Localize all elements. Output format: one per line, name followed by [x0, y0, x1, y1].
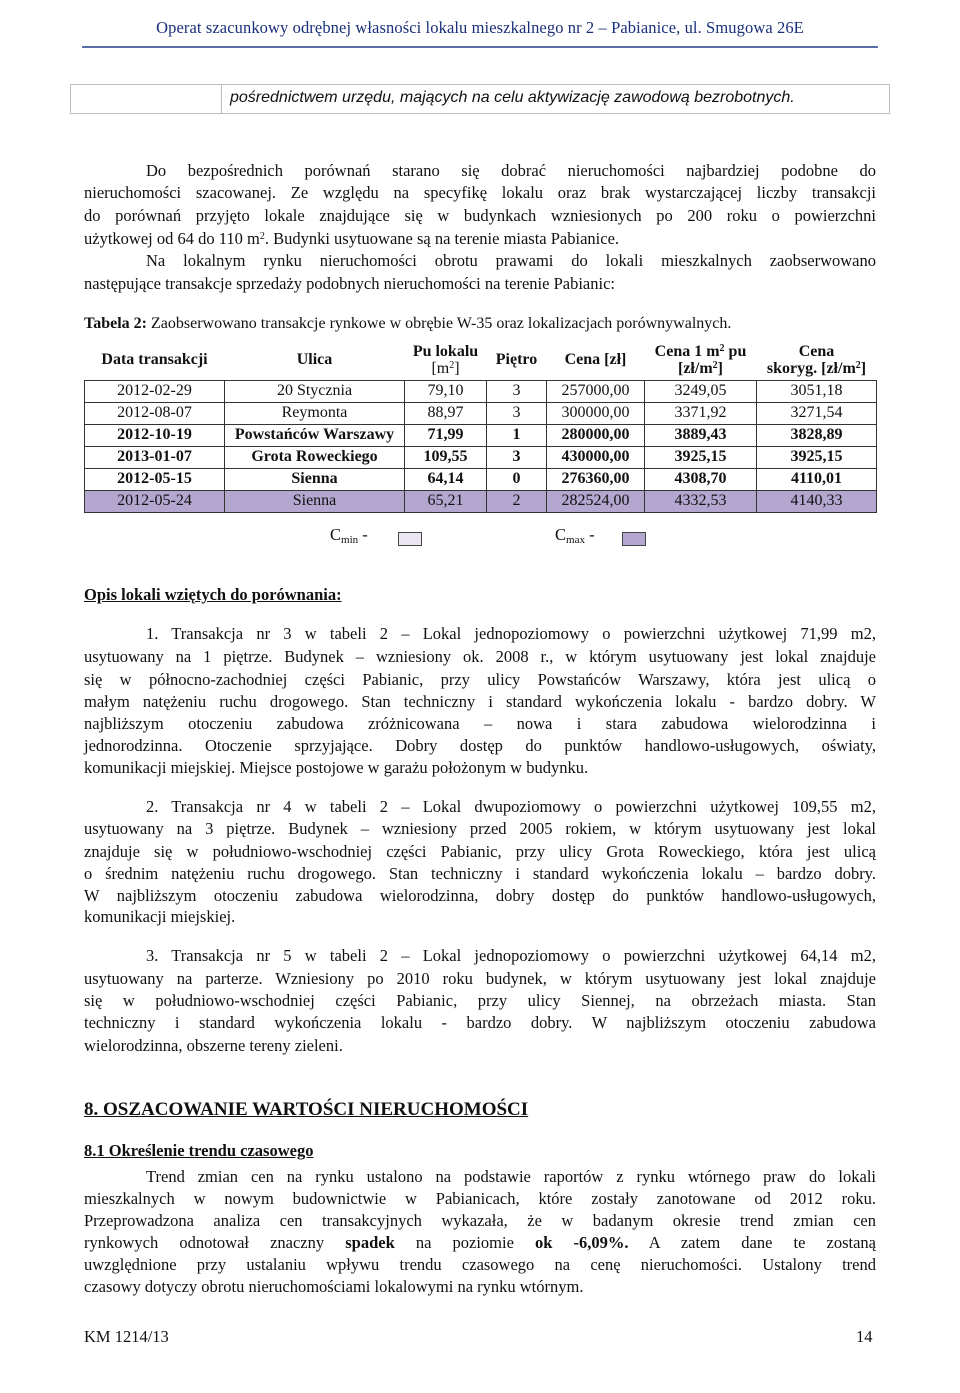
intro-line-4-b: . Budynki usytuowane są na terenie miasta Pabianice. [264, 229, 620, 248]
cell-price: 276360,00 [547, 468, 645, 490]
header-street: Ulica [296, 351, 333, 369]
continuation-box-text: pośrednictwem urzędu, mających na celu aktywizację zawodową bezrobotnych. [230, 89, 795, 106]
table-header-row [85, 340, 877, 380]
intro-line-5: Na lokalnym rynku nieruchomości obrotu prawami do lokali mieszkalnych zaobserwowano [146, 251, 876, 270]
cell-date: 2012-02-29 [85, 380, 225, 402]
table-row [85, 380, 877, 402]
section-8-heading: 8. OSZACOWANIE WARTOŚCI NIERUCHOMOŚCI [84, 1099, 529, 1120]
legend-cmin-c: C [330, 525, 342, 544]
header-adj-top: Cena [798, 342, 835, 360]
cell-floor: 1 [487, 424, 547, 446]
intro-line-1: Do bezpośrednich porównań starano się dobrać nieruchomości najbardziej podobne do [146, 161, 876, 180]
transactions-table [84, 340, 877, 513]
legend-cmax-c: C [555, 525, 567, 544]
header-floor: Piętro [495, 351, 538, 369]
opis-p1-line-5: najbliższym otoczeniu zabudowa zróżnicowana – nowa i stara zabudowa wielorodzinna i [84, 714, 876, 733]
cell-area: 71,99 [405, 424, 487, 446]
trend-spadek: spadek [345, 1233, 395, 1252]
trend-line-4-e: A zatem dane te zostaną [648, 1233, 877, 1252]
cell-date: 2012-05-24 [85, 490, 225, 512]
legend-cmin [330, 525, 368, 545]
header-adjusted-price [757, 340, 877, 380]
opis-p1-line-6: jednorodzinna. Otoczenie sprzyjające. Dobry dostęp do punktów handlowo-usługowych, oświaty, [84, 736, 876, 755]
trend-value: ok -6,09%. [535, 1233, 629, 1252]
intro-line-3: do porównań przyjęto lokale znajdujące się w budynkach wzniesionych po 200 roku o powierzchni [84, 206, 876, 225]
footer-document-id: KM 1214/13 [84, 1327, 169, 1346]
intro-line-4-a: użytkowej od 64 do 110 m [84, 229, 260, 248]
opis-p2-line-1: 2. Transakcja nr 4 w tabeli 2 – Lokal dwupoziomowy o powierzchni użytkowej 109,55 m2, [146, 797, 876, 816]
opis-p3-line-5: wielorodzinna, obszerne tereny zieleni. [84, 1036, 343, 1055]
cell-price: 300000,00 [547, 402, 645, 424]
cell-date: 2012-05-15 [85, 468, 225, 490]
cell-area: 79,10 [405, 380, 487, 402]
legend-cmin-dash: - [358, 525, 368, 544]
cell-floor: 0 [487, 468, 547, 490]
opis-p3-line-4: techniczny i standard wykończenia lokalu - bardzo dobry. W najbliższym otoczeniu zabudowa [84, 1013, 876, 1032]
intro-line-4-sup: 2 [259, 231, 265, 242]
header-area-top: Pu lokalu [412, 342, 479, 360]
cell-ppm: 4332,53 [645, 490, 757, 512]
cell-floor: 3 [487, 380, 547, 402]
opis-p2-line-6: komunikacji miejskiej. [84, 907, 236, 926]
opis-p3-line-1: 3. Transakcja nr 5 w tabeli 2 – Lokal jednopoziomowy o powierzchni użytkowej 64,14 m2, [146, 946, 876, 965]
intro-line-4 [84, 228, 619, 250]
document-header-title: Operat szacunkowy odrębnej własności lokalu mieszkalnego nr 2 – Pabianice, ul. Smugowa 26E [156, 18, 804, 37]
opis-p1-line-3: się w północno-zachodniej części Pabianic, przy ulicy Powstańców Warszawy, która jest ulicą o [84, 670, 876, 689]
opis-p1-line-4: małym natężeniu ruchu drogowego. Stan techniczny i standard wykończenia lokalu - bardzo dobry. W [84, 692, 876, 711]
header-price: Cena [zł] [564, 351, 627, 369]
trend-line-5: uwzględnione przy ustalaniu wpływu trendu czasowego na cenę nieruchomości. Ustalony trend [84, 1255, 876, 1274]
opis-p1-line-2: usytuowany na 1 piętrze. Budynek – wzniesiony ok. 2008 r., w którym usytuowany jest lokal znajduje [84, 647, 876, 666]
opis-p3-line-3: się w południowo-wschodniej części Pabianic, przy ulicy Siennej, na obrzeżach miasta. Stan [84, 991, 876, 1010]
opis-p2-line-5: W najbliższym otoczeniu zabudowa wielorodzinna, dobry dostęp do punktów handlowo-usługowych, [84, 886, 876, 905]
footer-page-number: 14 [856, 1327, 873, 1346]
cell-adjusted: 3051,18 [757, 380, 877, 402]
cell-adjusted: 3828,89 [757, 424, 877, 446]
intro-line-6: następujące transakcje sprzedaży podobnych nieruchomości na terenie Pabianic: [84, 274, 615, 293]
legend-cmin-sub: min [341, 534, 359, 546]
cell-floor: 2 [487, 490, 547, 512]
opis-p2-line-2: usytuowany na 3 piętrze. Budynek – wzniesiony przed 2005 rokiem, w którym usytuowany jest lokal [84, 819, 876, 838]
cell-area: 64,14 [405, 468, 487, 490]
cell-adjusted: 3925,15 [757, 446, 877, 468]
cell-price: 282524,00 [547, 490, 645, 512]
cell-ppm: 4308,70 [645, 468, 757, 490]
header-adj-unit: skoryg. $[zł/m^2]$ [766, 359, 867, 377]
cell-ppm: 3249,05 [645, 380, 757, 402]
header-area-unit: $[m^2]$ [431, 359, 460, 377]
table-row [85, 446, 877, 468]
legend-cmin-swatch [398, 532, 422, 546]
cell-street: 20 Stycznia [225, 380, 405, 402]
cell-price: 280000,00 [547, 424, 645, 446]
cell-street: Grota Roweckiego [225, 446, 405, 468]
cell-ppm: 3889,43 [645, 424, 757, 446]
cell-street: Sienna [225, 468, 405, 490]
header-area [405, 340, 487, 380]
cell-date: 2013-01-07 [85, 446, 225, 468]
continuation-box-left-cell [70, 84, 222, 114]
intro-line-2: nieruchomości szacowanej. Ze względu na specyfikę lokalu oraz brak wystarczającej liczby transakcji [84, 183, 876, 202]
table-caption-text: Zaobserwowano transakcje rynkowe w obrębie W-35 oraz lokalizacjach porównywalnych. [146, 315, 732, 332]
table-caption [84, 313, 731, 335]
cell-price: 257000,00 [547, 380, 645, 402]
cell-date: 2012-08-07 [85, 402, 225, 424]
cell-street: Sienna [225, 490, 405, 512]
cell-adjusted: 4110,01 [757, 468, 877, 490]
cell-floor: 3 [487, 402, 547, 424]
header-divider [82, 46, 878, 48]
opis-heading: Opis lokali wziętych do porównania: [84, 585, 342, 604]
section-8-1-heading: 8.1 Określenie trendu czasowego [84, 1141, 314, 1160]
table-row [85, 468, 877, 490]
cell-area: 65,21 [405, 490, 487, 512]
header-ppm-unit: $[zł/m^2]$ [678, 359, 723, 377]
header-ppm-top: Cena 1 $m^2$ pu [654, 342, 747, 360]
cell-floor: 3 [487, 446, 547, 468]
cell-price: 430000,00 [547, 446, 645, 468]
cell-date: 2012-10-19 [85, 424, 225, 446]
legend-cmax [555, 525, 595, 545]
trend-line-4-c: na poziomie [415, 1233, 514, 1252]
legend-cmax-swatch [622, 532, 646, 546]
table-caption-label: Tabela 2: [84, 315, 147, 332]
cell-ppm: 3925,15 [645, 446, 757, 468]
trend-line-1: Trend zmian cen na rynku ustalono na podstawie raportów z rynku wtórnego praw do lokali [146, 1167, 876, 1186]
legend-cmax-sub: max [566, 534, 585, 546]
opis-p3-line-2: usytuowany na parterze. Wzniesiony po 2010 roku budynek, w którym usytuowany jest lokal znajduje [84, 969, 876, 988]
cell-area: 109,55 [405, 446, 487, 468]
legend-cmax-dash: - [584, 525, 595, 544]
cell-area: 88,97 [405, 402, 487, 424]
opis-p2-line-4: o średnim natężeniu ruchu drogowego. Stan techniczny i standard wykończenia lokalu – bardzo dobry. [84, 864, 876, 883]
cell-adjusted: 3271,54 [757, 402, 877, 424]
header-price-per-m2 [645, 340, 757, 380]
cell-adjusted: 4140,33 [757, 490, 877, 512]
cell-ppm: 3371,92 [645, 402, 757, 424]
trend-line-6: czasowy dotyczy obrotu nieruchomościami lokalowymi na rynku wtórnym. [84, 1277, 584, 1296]
opis-p1-line-1: 1. Transakcja nr 3 w tabeli 2 – Lokal jednopoziomowy o powierzchni użytkowej 71,99 m2, [146, 624, 876, 643]
table-row [85, 424, 877, 446]
table-row [85, 402, 877, 424]
header-date: Data transakcji [101, 351, 208, 369]
trend-line-2: mieszkalnych w nowym budownictwie w Pabianicach, które zostały zanotowane od 2012 roku. [84, 1189, 876, 1208]
trend-line-4 [84, 1232, 876, 1254]
trend-line-3: Przeprowadzona analiza cen transakcyjnych wykazała, że w badanym okresie trend zmian cen [84, 1211, 876, 1230]
cell-street: Reymonta [225, 402, 405, 424]
trend-line-4-a: rynkowych odnotował znaczny [84, 1233, 325, 1252]
table-row-max-highlight [85, 490, 877, 512]
opis-p2-line-3: znajduje się w południowo-wschodniej części Pabianic, przy ulicy Grota Roweckiego, która jest ulicą [84, 842, 876, 861]
cell-street: Powstańców Warszawy [225, 424, 405, 446]
opis-p1-line-7: komunikacji miejskiej. Miejsce postojowe w garażu położonym w budynku. [84, 758, 589, 777]
